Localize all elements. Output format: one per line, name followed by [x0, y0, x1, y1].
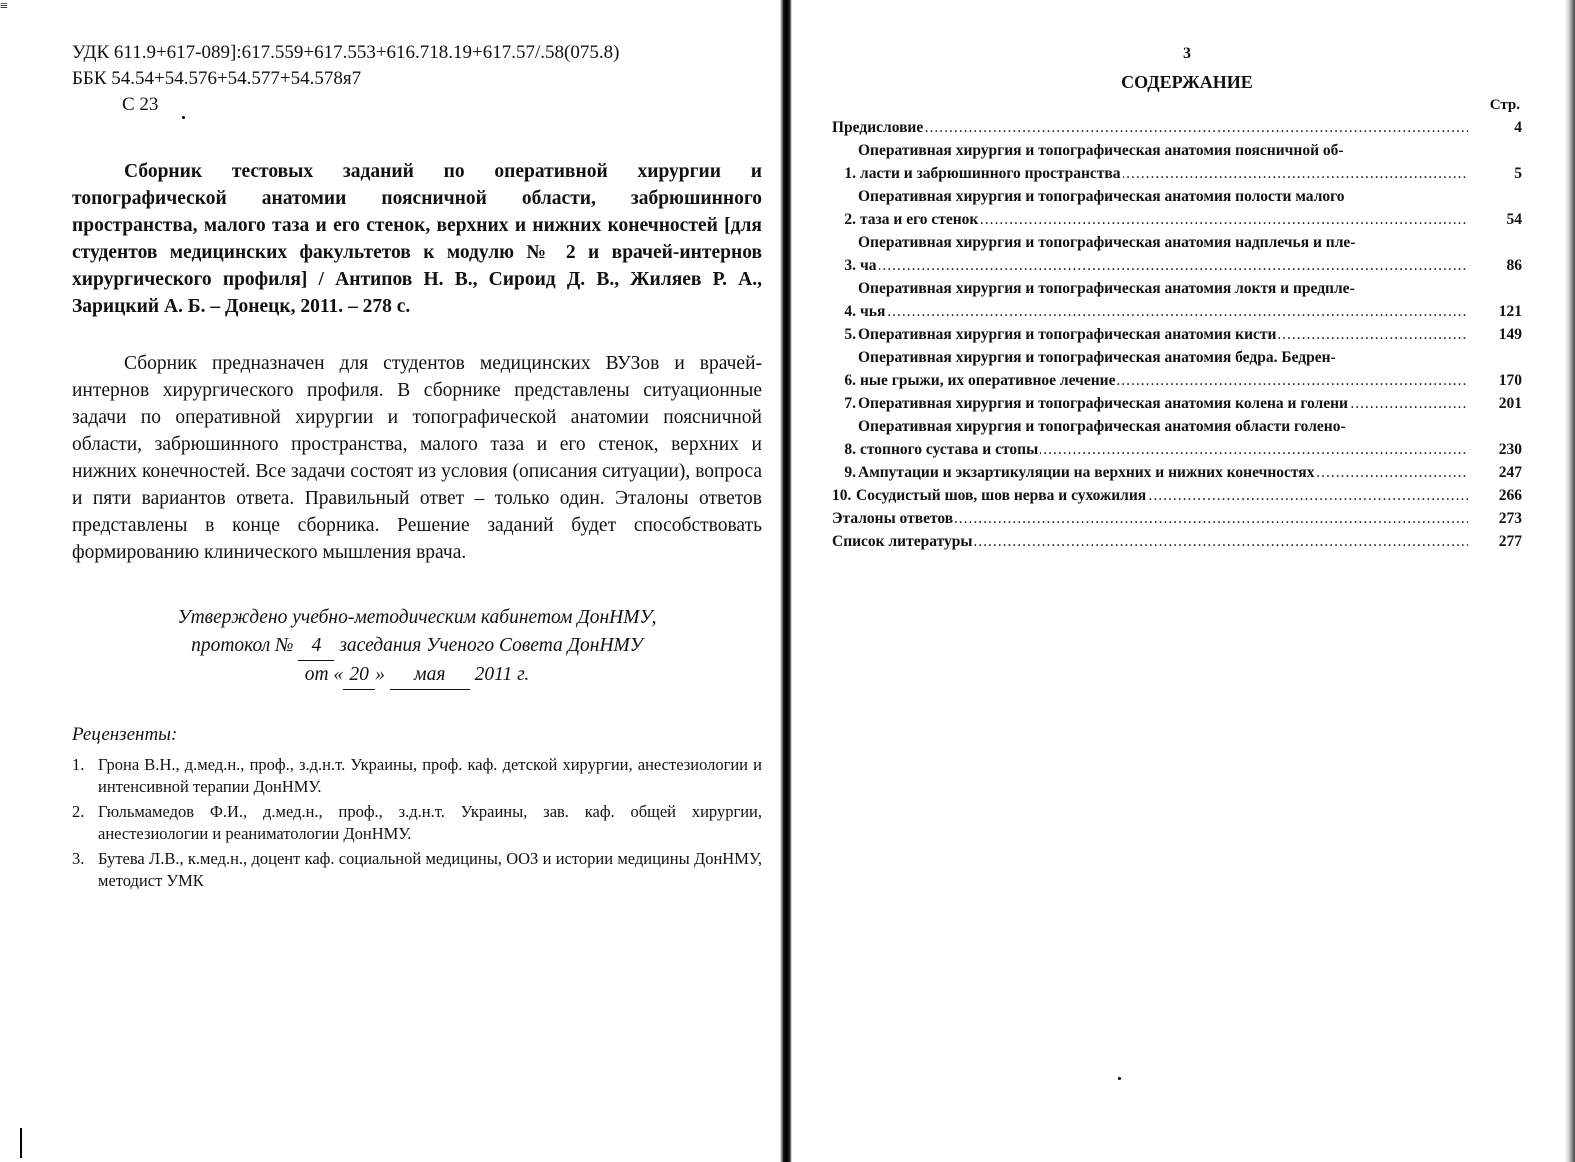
page-gutter [780, 0, 792, 1162]
toc-entry-title-line: Оперативная хирургия и топографическая анатомия бедра. Бедрен- [858, 349, 1336, 366]
toc-entry-title-line: Оперативная хирургия и топографическая анатомия кисти [858, 326, 1277, 343]
toc-entry-title [858, 415, 1468, 461]
toc-entry-page: 247 [1498, 464, 1522, 481]
reviewers-heading: Рецензенты: [72, 724, 178, 745]
page-column-label: Стр. [1489, 97, 1520, 113]
toc-entry-number: 6. [844, 372, 856, 389]
toc-entry-title-line: Эталоны ответов [832, 510, 954, 527]
toc-entry-number: 10. [832, 487, 852, 504]
author-sign: С 23 [122, 94, 159, 115]
protocol-label: протокол № [191, 635, 294, 656]
toc-entry-title-line: таза и его стенок [860, 211, 979, 228]
toc-entry-title [832, 507, 1468, 530]
toc-entry-title [832, 530, 1468, 553]
toc-entry-page: 266 [1498, 487, 1522, 504]
reviewer-number: 2. [72, 802, 85, 821]
toc-entry-title [832, 116, 1468, 139]
toc-entry-title [858, 185, 1468, 231]
toc-entry [832, 461, 1522, 484]
bibliographic-description: Сборник тестовых заданий по оперативной хирургии и топографической анатомии поясничной области, забрюшинного пространства, малого таза и его стенок, верхних и нижних конечностей [для студентов медицинских факультетов к модулю № 2 и врачей-интернов хирургического профиля] / Антипов Н. В., Сироид Д. В., Жиляев Р. А., Зарицкий А. Б. – Донецк, 2011. – 278 с. [72, 161, 762, 317]
toc-entry-page: 201 [1498, 395, 1522, 412]
reviewer-text: Бутева Л.В., к.мед.н., доцент каф. социальной медицины, ООЗ и истории медицины ДонНМУ, методист УМК [98, 849, 762, 890]
toc-entry [832, 346, 1522, 392]
reviewer-item [72, 848, 762, 892]
toc-entry-number: 4. [844, 303, 856, 320]
toc-entry-title-line: Список литературы [832, 533, 973, 550]
toc-entry-title [858, 392, 1468, 415]
toc-entry-number: 8. [844, 441, 856, 458]
date-day: 20 [343, 661, 375, 690]
toc-entry-page: 86 [1506, 257, 1522, 274]
toc-entry-title [858, 323, 1468, 346]
scan-artifact-dot [1118, 1077, 1121, 1080]
toc-entry-title [858, 346, 1468, 392]
toc-entry-title-line: ча [860, 257, 877, 274]
toc-entry-number: 5. [844, 326, 856, 343]
toc-entry-page: 54 [1506, 211, 1522, 228]
toc-entry-title-line: Оперативная хирургия и топографическая анатомия колена и голени [858, 395, 1348, 412]
toc-entry [832, 139, 1522, 185]
toc-entry-page: 170 [1498, 372, 1522, 389]
page-number: 3 [1183, 45, 1191, 62]
toc-entry-page: 149 [1498, 326, 1522, 343]
reviewers-list [72, 754, 762, 892]
right-page [832, 44, 1522, 553]
approval-line-1: Утверждено учебно-методическим кабинетом ДонНМУ, [177, 607, 657, 628]
toc-entry-title [858, 461, 1468, 484]
council-label: заседания Ученого Совета ДонНМУ [339, 635, 643, 656]
toc-entry [832, 484, 1522, 507]
toc-entry-title [858, 277, 1468, 323]
toc-entry-title-line: Оперативная хирургия и топографическая анатомия области голено- [858, 418, 1346, 435]
toc-entry [832, 185, 1522, 231]
reviewer-item [72, 754, 762, 798]
toc-entry-title-line: Оперативная хирургия и топографическая анатомия полости малого [858, 188, 1345, 205]
corner-scan-mark: ≡ [0, 0, 8, 14]
toc-entry [832, 116, 1522, 139]
toc-entry-number: 1. [844, 165, 856, 182]
protocol-number: 4 [298, 632, 334, 661]
toc-entry [832, 415, 1522, 461]
toc-entry-title-line: чья [860, 303, 886, 320]
toc-entry [832, 323, 1522, 346]
contents-title: СОДЕРЖАНИЕ [1121, 72, 1253, 92]
toc-entry [832, 530, 1522, 553]
bbk-code: ББК 54.54+54.576+54.577+54.578я7 [72, 68, 362, 89]
toc-entry-number: 2. [844, 211, 856, 228]
toc-entry-title-line: стопного сустава и стопы [860, 441, 1039, 458]
classification-codes [72, 40, 762, 118]
toc-entry-number: 3. [844, 257, 856, 274]
toc-entry-page: 121 [1498, 303, 1522, 320]
toc-entry [832, 277, 1522, 323]
toc-entry-title-line: Оперативная хирургия и топографическая анатомия локтя и предпле- [858, 280, 1355, 297]
toc-entry-title-line: ные грыжи, их оперативное лечение [860, 372, 1116, 389]
toc-entry-page: 4 [1514, 119, 1522, 136]
page-edge-shadow [1565, 0, 1575, 1162]
toc-entry-title-line: Оперативная хирургия и топографическая анатомия поясничной об- [858, 142, 1344, 159]
date-quote: » [375, 664, 385, 685]
date-prefix: от « [304, 664, 344, 685]
reviewer-number: 3. [72, 849, 85, 868]
toc-entry-page: 230 [1498, 441, 1522, 458]
toc-entry-number: 7. [844, 395, 856, 412]
toc-entry-page: 5 [1514, 165, 1522, 182]
toc-entry-title-line: ласти и забрюшинного пространства [860, 165, 1121, 182]
toc-entry [832, 231, 1522, 277]
toc-entry [832, 392, 1522, 415]
toc-entry-number: 9. [844, 464, 856, 481]
toc-entry-page: 277 [1498, 533, 1522, 550]
date-month: мая [390, 661, 470, 690]
left-page [72, 40, 762, 895]
date-year: 2011 г. [474, 664, 530, 685]
toc-entry-title-line: Сосудистый шов, шов нерва и сухожилия [856, 487, 1147, 504]
toc-entry-page: 273 [1498, 510, 1522, 527]
udk-code: УДК 611.9+617-089]:617.559+617.553+616.718.19+617.57/.58(075.8) [72, 42, 620, 63]
reviewer-item [72, 801, 762, 845]
toc-entry-title-line: Предисловие [832, 119, 924, 136]
reviewer-number: 1. [72, 755, 85, 774]
toc-entry-title-line: Оперативная хирургия и топографическая анатомия надплечья и пле- [858, 234, 1356, 251]
abstract-paragraph: Сборник предназначен для студентов медицинских ВУЗов и врачей-интернов хирургического профиля. В сборнике представлены ситуационные задачи по оперативной хирургии и топографической анатомии поясничной области, забрюшинного пространства, малого таза и его стенок, верхних и нижних конечностей. Все задачи состоят из условия (описания ситуации), вопроса и пяти вариантов ответа. Правильный ответ – только один. Эталоны ответов представлены в конце сборника. Решение заданий будет способствовать формированию клинического мышления врача. [72, 353, 762, 563]
reviewer-text: Грона В.Н., д.мед.н., проф., з.д.н.т. Украины, проф. каф. детской хирургии, анестезиологии и интенсивной терапии ДонНМУ. [98, 755, 762, 796]
table-of-contents [832, 116, 1522, 553]
toc-entry-title [856, 484, 1468, 507]
approval-block [72, 604, 762, 690]
toc-entry [832, 507, 1522, 530]
scan-artifact-tick [20, 1128, 22, 1158]
toc-entry-title [858, 231, 1468, 277]
reviewer-text: Гюльмамедов Ф.И., д.мед.н., проф., з.д.н.т. Украины, зав. каф. общей хирургии, анестезиологии и реаниматологии ДонНМУ. [98, 802, 762, 843]
toc-entry-title-line: Ампутации и экзартикуляции на верхних и нижних конечностях [858, 464, 1315, 481]
approval-date [72, 661, 762, 690]
toc-entry-title [858, 139, 1468, 185]
approval-line-2 [72, 632, 762, 661]
